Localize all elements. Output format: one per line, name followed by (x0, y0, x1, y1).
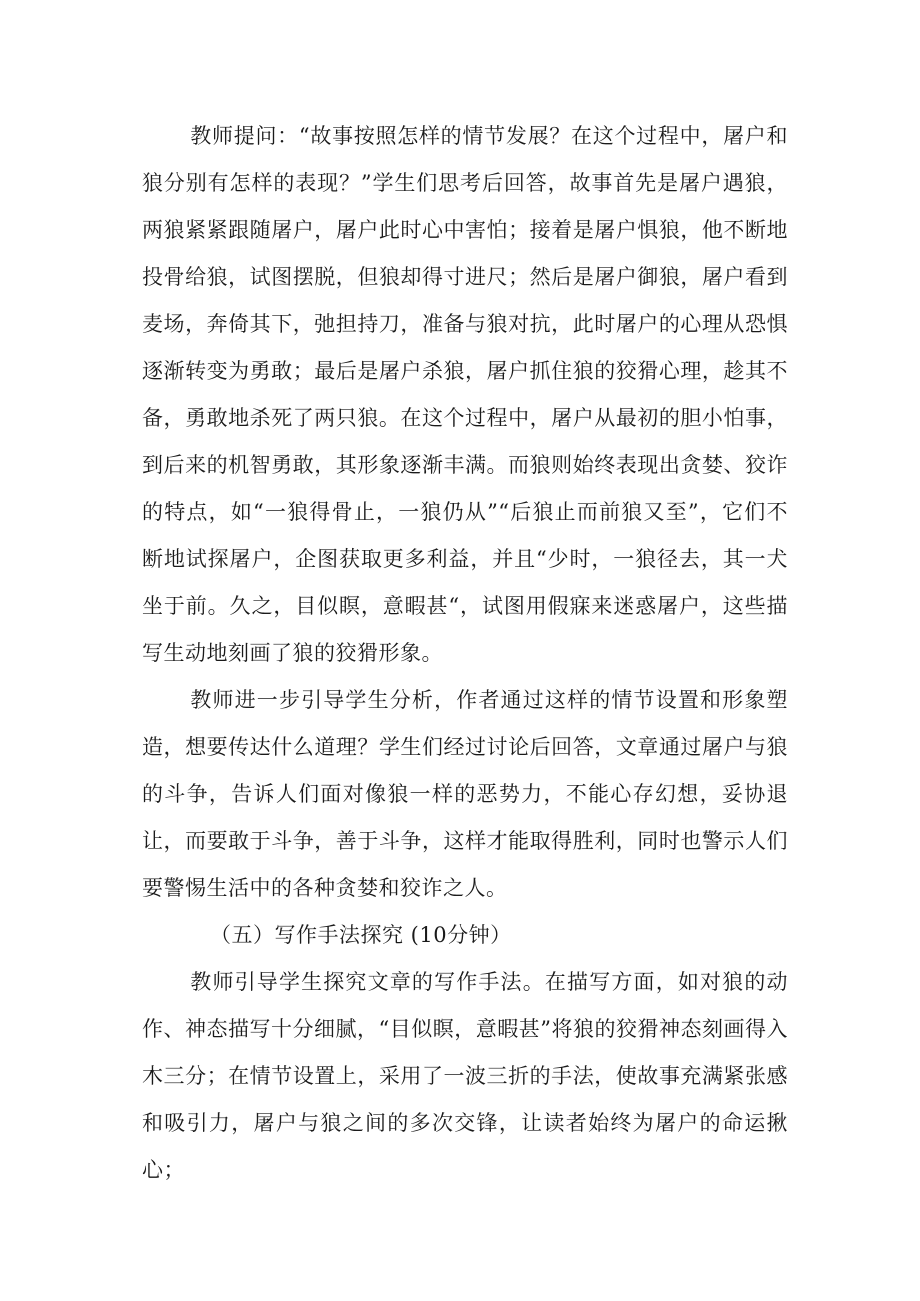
paragraph-further-analysis: 教师进一步引导学生分析，作者通过这样的情节设置和形象塑造，想要传达什么道理？学生们经过讨论后回答，文章通过屠户与狼的斗争，告诉人们面对像狼一样的恶势力，不能心存幻想，妥协退让，而要敢于斗争，善于斗争，这样才能取得胜利，同时也警示人们要警惕生活中的各种贪婪和狡诈之人。 (142, 688, 788, 900)
paragraph-writing-techniques: 教师引导学生探究文章的写作手法。在描写方面，如对狼的动作、神态描写十分细腻，“目似瞑，意暇甚”将狼的狡猾神态刻画得入木三分；在情节设置上，采用了一波三折的手法，使故事充满紧张感和吸引力，屠户与狼之间的多次交锋，让读者始终为屠户的命运揪心； (142, 970, 788, 1182)
paragraph-teacher-question: 教师提问：“故事按照怎样的情节发展？在这个过程中，屠户和狼分别有怎样的表现？”学生们思考后回答，故事首先是屠户遇狼，两狼紧紧跟随屠户，屠户此时心中害怕；接着是屠户惧狼，他不断地投骨给狼，试图摆脱，但狼却得寸进尺；然后是屠户御狼，屠户看到麦场，奔倚其下，弛担持刀，准备与狼对抗，此时屠户的心理从恐惧逐渐转变为勇敢；最后是屠户杀狼，屠户抓住狼的狡猾心理，趁其不备，勇敢地杀死了两只狼。在这个过程中，屠户从最初的胆小怕事，到后来的机智勇敢，其形象逐渐丰满。而狼则始终表现出贪婪、狡诈的特点，如“一狼得骨止，一狼仍从”“后狼止而前狼又至”，它们不断地试探屠户，企图获取更多利益，并且“少时，一狼径去，其一犬坐于前。久之，目似瞑，意暇甚“，试图用假寐来迷惑屠户，这些描写生动地刻画了狼的狡猾形象。 (142, 124, 788, 665)
document-body (142, 113, 788, 1194)
section-heading-writing-techniques: （五）写作手法探究 (10分钟） (210, 923, 512, 947)
